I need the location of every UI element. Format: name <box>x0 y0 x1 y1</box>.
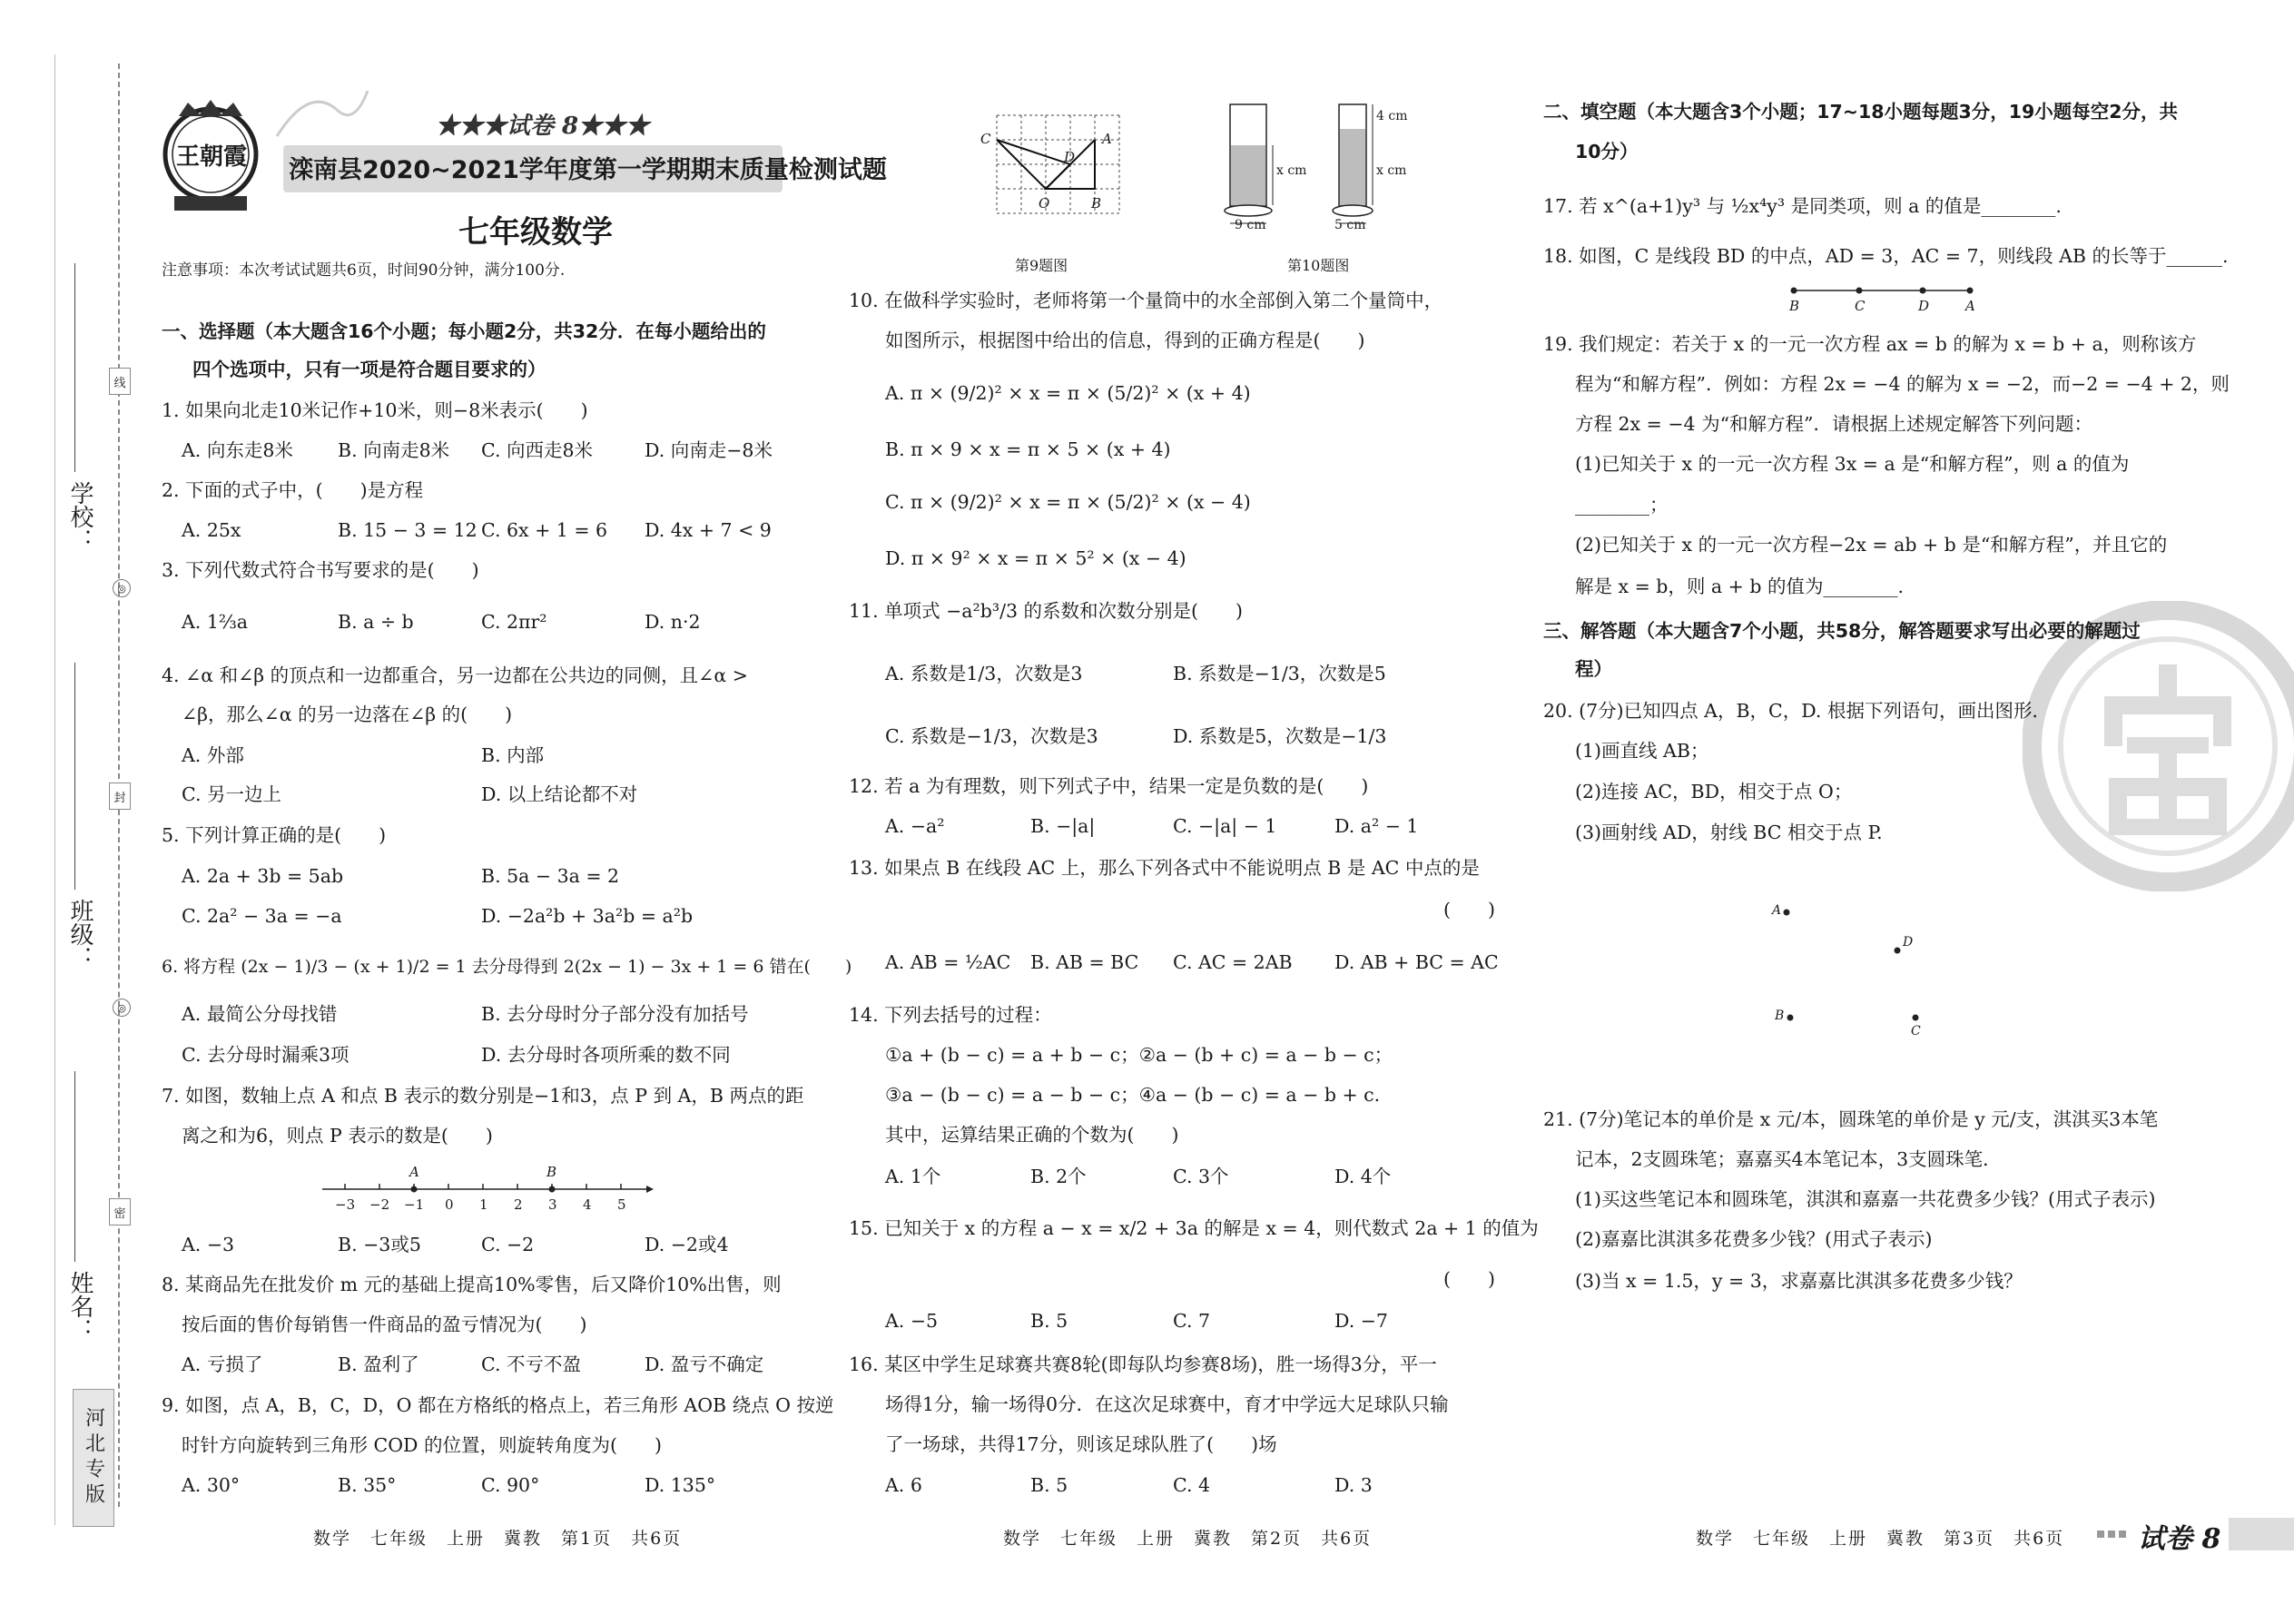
q21-part3: (3)当 x = 1.5，y = 3，求嘉嘉比淇淇多花费多少钱？ <box>1575 1270 2023 1292</box>
fig10-label-4cm: 4 cm <box>1376 109 1408 123</box>
q18-point-d: D <box>1918 298 1930 314</box>
q3-option-a[interactable]: A. 1⅔a <box>182 611 248 633</box>
q12-option-b[interactable]: B. −|a| <box>1030 815 1096 837</box>
q20-point-a: A <box>1772 903 1782 918</box>
seal-mark-line: 线 <box>109 368 131 395</box>
q16-stem-cont2: 了一场球，共得17分，则该足球队胜了( )场 <box>885 1433 1277 1455</box>
q10-option-d[interactable]: D. π × 9² × x = π × 5² × (x − 4) <box>885 547 1186 569</box>
q14-option-d[interactable]: D. 4个 <box>1334 1166 1392 1187</box>
q5-stem: 5. 下列计算正确的是( ) <box>162 824 387 846</box>
edition-text: 河北专版 <box>82 1407 105 1509</box>
q18-segment <box>1787 281 1977 318</box>
q12-stem: 12. 若 a 为有理数，则下列式子中，结果一定是负数的是( ) <box>849 775 1369 797</box>
q21-part1: (1)买这些笔记本和圆珠笔，淇淇和嘉嘉一共花费多少钱？(用式子表示) <box>1575 1188 2156 1210</box>
q8-stem: 8. 某商品先在批发价 m 元的基础上提高10%零售，后又降价10%出售，则 <box>162 1274 782 1295</box>
q4-stem-cont: ∠β，那么∠α 的另一边落在∠β 的( ) <box>182 704 513 725</box>
q20-part1: (1)画直线 AB； <box>1575 740 1709 762</box>
numline-tick: 2 <box>514 1196 523 1213</box>
q2-option-b[interactable]: B. 15 − 3 = 12 <box>338 519 478 541</box>
q9-stem-cont: 时针方向旋转到三角形 COD 的位置，则旋转角度为( ) <box>182 1434 662 1456</box>
q9-stem: 9. 如图，点 A，B，C，D，O 都在方格纸的格点上，若三角形 AOB 绕点 O 按逆 <box>162 1394 834 1416</box>
school-blank[interactable] <box>74 263 75 472</box>
q7-option-d[interactable]: D. −2或4 <box>645 1234 729 1255</box>
q14-option-a[interactable]: A. 1个 <box>885 1166 941 1187</box>
q6-option-c[interactable]: C. 去分母时漏乘3项 <box>182 1044 350 1066</box>
q11-option-a[interactable]: A. 系数是1/3，次数是3 <box>885 663 1083 684</box>
q4-option-b[interactable]: B. 内部 <box>481 744 545 766</box>
q1-option-d[interactable]: D. 向南走−8米 <box>645 439 773 461</box>
name-label: 姓名： <box>66 1271 94 1342</box>
class-label: 班级： <box>66 899 94 969</box>
q16-option-a[interactable]: A. 6 <box>885 1474 922 1496</box>
q20-point-b: B <box>1775 1009 1785 1023</box>
edition-tag <box>73 1389 114 1527</box>
q15-paren: ( ) <box>1443 1268 1495 1290</box>
q6-stem: 6. 将方程 (2x − 1)/3 − (x + 1)/2 = 1 去分母得到 2(2x − 1) − 3x + 1 = 6 错在( ) <box>162 957 852 977</box>
fig9-label-o: O <box>1039 195 1050 212</box>
numline-tick: −2 <box>369 1196 390 1213</box>
q2-option-d[interactable]: D. 4x + 7 < 9 <box>645 519 772 541</box>
q12-option-c[interactable]: C. −|a| − 1 <box>1173 815 1277 837</box>
fig10-label-9cm: 9 cm <box>1235 218 1266 232</box>
q1-option-b[interactable]: B. 向南走8米 <box>338 439 450 461</box>
numline-tick: 1 <box>479 1196 488 1213</box>
section2-heading: 二、填空题（本大题含3个小题；17~18小题每题3分，19小题每空2分，共 <box>1543 101 2179 123</box>
paper-tag: 试卷 8 <box>2138 1523 2221 1555</box>
q7-number-line <box>318 1166 654 1220</box>
ribbon-decoration <box>272 82 372 145</box>
q4-stem: 4. ∠α 和∠β 的顶点和一边都重合，另一边都在公共边的同侧，且∠α > <box>162 664 748 686</box>
q9-option-a[interactable]: A. 30° <box>182 1474 241 1496</box>
q13-paren: ( ) <box>1443 899 1495 920</box>
class-blank[interactable] <box>74 663 75 890</box>
numline-label-b: B <box>546 1164 557 1180</box>
q19-line3: 方程 2x = −4 为“和解方程”．请根据上述规定解答下列问题： <box>1575 413 2093 435</box>
q11-option-c[interactable]: C. 系数是−1/3，次数是3 <box>885 725 1098 747</box>
q4-option-a[interactable]: A. 外部 <box>182 744 244 766</box>
q15-option-b[interactable]: B. 5 <box>1030 1310 1068 1332</box>
q21-part2: (2)嘉嘉比淇淇多花费多少钱？(用式子表示) <box>1575 1228 1933 1250</box>
q8-stem-cont: 按后面的售价每销售一件商品的盈亏情况为( ) <box>182 1314 587 1335</box>
q21-stem: 21. (7分)笔记本的单价是 x 元/本，圆珠笔的单价是 y 元/支，淇淇买3本笔 <box>1543 1108 2159 1130</box>
binding-strip <box>54 54 56 1525</box>
q20-point-c: C <box>1911 1024 1921 1038</box>
q13-option-b[interactable]: B. AB = BC <box>1030 951 1139 973</box>
section3-heading: 三、解答题（本大题含7个小题，共58分，解答题要求写出必要的解题过 <box>1543 620 2141 642</box>
q9-option-b[interactable]: B. 35° <box>338 1474 397 1496</box>
page3-footer: 数学 七年级 上册 冀教 第3页 共6页 <box>1696 1529 2065 1549</box>
section2-heading-cont: 10分） <box>1575 141 1639 162</box>
q3-option-b[interactable]: B. a ÷ b <box>338 611 414 633</box>
q2-stem: 2. 下面的式子中，( )是方程 <box>162 479 424 501</box>
q18-point-a: A <box>1965 298 1975 314</box>
q11-option-d[interactable]: D. 系数是5，次数是−1/3 <box>1173 725 1387 747</box>
paper-tag-bar <box>2229 1518 2294 1550</box>
fig10-label-5cm: 5 cm <box>1334 218 1366 232</box>
q3-option-c[interactable]: C. 2πr² <box>481 611 547 633</box>
brand-name: 王朝霞 <box>176 143 248 171</box>
q20-part2: (2)连接 AC，BD，相交于点 O； <box>1575 781 1853 802</box>
q12-option-d[interactable]: D. a² − 1 <box>1334 815 1419 837</box>
q15-option-d[interactable]: D. −7 <box>1334 1310 1388 1332</box>
q14-option-b[interactable]: B. 2个 <box>1030 1166 1087 1187</box>
q7-stem: 7. 如图，数轴上点 A 和点 B 表示的数分别是−1和3，点 P 到 A，B 两点的距 <box>162 1085 804 1107</box>
fig9-grid <box>980 111 1124 218</box>
q6-option-d[interactable]: D. 去分母时各项所乘的数不同 <box>481 1044 731 1066</box>
q12-option-a[interactable]: A. −a² <box>885 815 945 837</box>
q1-option-a[interactable]: A. 向东走8米 <box>182 439 293 461</box>
section3-heading-cont: 程） <box>1575 658 1612 680</box>
q14-option-c[interactable]: C. 3个 <box>1173 1166 1229 1187</box>
q3-stem: 3. 下列代数式符合书写要求的是( ) <box>162 559 479 581</box>
fig9-caption: 第9题图 <box>1015 257 1068 274</box>
q18-point-b: B <box>1789 298 1800 314</box>
series-title: ★★★试卷 8★★★ <box>436 113 650 140</box>
q13-option-d[interactable]: D. AB + BC = AC <box>1334 951 1499 973</box>
q11-option-b[interactable]: B. 系数是−1/3，次数是5 <box>1173 663 1386 684</box>
q8-option-c[interactable]: C. 不亏不盈 <box>481 1353 581 1375</box>
q7-option-c[interactable]: C. −2 <box>481 1234 535 1255</box>
q5-option-a[interactable]: A. 2a + 3b = 5ab <box>182 865 344 887</box>
seal-mark-secret: 密 <box>109 1198 131 1225</box>
q15-stem: 15. 已知关于 x 的方程 a − x = x/2 + 3a 的解是 x = 4，则代数式 2a + 1 的值为 <box>849 1217 1539 1239</box>
q16-option-c[interactable]: C. 4 <box>1173 1474 1211 1496</box>
fig9-label-d: D <box>1064 149 1076 165</box>
q5-option-b[interactable]: B. 5a − 3a = 2 <box>481 865 620 887</box>
numline-tick: 4 <box>583 1196 592 1213</box>
q13-option-c[interactable]: C. AC = 2AB <box>1173 951 1293 973</box>
numline-tick: 3 <box>548 1196 557 1213</box>
q2-option-a[interactable]: A. 25x <box>182 519 241 541</box>
fig10-label-x2: x cm <box>1376 163 1407 178</box>
exam-title: 滦南县2020~2021学年度第一学期期末质量检测试题 <box>289 156 887 184</box>
q15-option-a[interactable]: A. −5 <box>885 1310 939 1332</box>
numline-tick: 0 <box>445 1196 454 1213</box>
q1-stem: 1. 如果向北走10米记作+10米，则−8米表示( ) <box>162 399 588 421</box>
q14-line3: ③a − (b − c) = a − b − c；④a − (b − c) = a − b + c. <box>885 1084 1381 1106</box>
fig9-label-c: C <box>980 131 991 147</box>
fig10-label-x1: x cm <box>1276 163 1307 178</box>
q1-option-c[interactable]: C. 向西走8米 <box>481 439 594 461</box>
q20-stem: 20. (7分)已知四点 A，B，C，D. 根据下列语句，画出图形． <box>1543 700 2051 722</box>
q19-part1-blank[interactable]: ________； <box>1575 494 1669 516</box>
q10-option-a[interactable]: A. π × (9/2)² × x = π × (5/2)² × (x + 4) <box>885 382 1251 404</box>
q10-option-c[interactable]: C. π × (9/2)² × x = π × (5/2)² × (x − 4) <box>885 491 1251 513</box>
q19-part2-cont: 解是 x = b，则 a + b 的值为________. <box>1575 576 1905 597</box>
q11-stem: 11. 单项式 −a²b³/3 的系数和次数分别是( ) <box>849 600 1244 622</box>
q20-point-d: D <box>1903 935 1914 950</box>
q20-part3: (3)画射线 AD，射线 BC 相交于点 P. <box>1575 822 1883 843</box>
q14-line2: ①a + (b − c) = a + b − c；②a − (b + c) = a − b − c； <box>885 1044 1393 1066</box>
numline-label-a: A <box>409 1164 419 1180</box>
q10-stem-cont: 如图所示，根据图中给出的信息，得到的正确方程是( ) <box>885 330 1365 351</box>
q14-stem: 14. 下列去括号的过程： <box>849 1004 1052 1026</box>
q7-option-a[interactable]: A. −3 <box>182 1234 235 1255</box>
brand-logo <box>156 98 265 216</box>
q13-stem: 13. 如果点 B 在线段 AC 上，那么下列各式中不能说明点 B 是 AC 中点的是 <box>849 857 1480 879</box>
name-blank[interactable] <box>74 1071 75 1262</box>
numline-tick: 5 <box>617 1196 626 1213</box>
q16-stem: 16. 某区中学生足球赛共赛8轮(即每队均参赛8场)，胜一场得3分，平一 <box>849 1353 1437 1375</box>
q16-option-b[interactable]: B. 5 <box>1030 1474 1068 1496</box>
binding-hole-icon: ◎ <box>113 579 131 597</box>
q10-stem: 10. 在做科学实验时，老师将第一个量筒中的水全部倒入第二个量筒中， <box>849 290 1443 311</box>
binding-hole-icon: ◎ <box>113 999 131 1017</box>
numline-tick: −1 <box>404 1196 425 1213</box>
q21-stem-cont: 记本，2支圆珠笔；嘉嘉买4本笔记本，3支圆珠笔． <box>1575 1148 2002 1170</box>
q20-points <box>1770 903 1934 1039</box>
q19-line2: 程为“和解方程”．例如：方程 2x = −4 的解为 x = −2，而−2 = −4 + 2，则 <box>1575 373 2230 395</box>
q15-option-c[interactable]: C. 7 <box>1173 1310 1211 1332</box>
q4-option-d[interactable]: D. 以上结论都不对 <box>481 783 638 805</box>
q18-stem: 18. 如图，C 是线段 BD 的中点，AD = 3，AC = 7，则线段 AB 的长等于______. <box>1543 245 2229 267</box>
q2-option-c[interactable]: C. 6x + 1 = 6 <box>481 519 608 541</box>
q19-part2: (2)已知关于 x 的一元一次方程−2x = ab + b 是“和解方程”，并且它的 <box>1575 534 2168 556</box>
q16-stem-cont: 场得1分，输一场得0分．在这次足球赛中，育才中学远大足球队只输 <box>885 1393 1449 1415</box>
fig9-label-b: B <box>1091 195 1102 212</box>
exam-notice: 注意事项：本次考试试题共6页，时间90分钟，满分100分. <box>162 261 566 280</box>
section1-heading-cont: 四个选项中，只有一项是符合题目要求的） <box>192 359 546 380</box>
q7-option-b[interactable]: B. −3或5 <box>338 1234 421 1255</box>
q8-option-b[interactable]: B. 盈利了 <box>338 1353 419 1375</box>
q17-stem: 17. 若 x^(a+1)y³ 与 ½x⁴y³ 是同类项，则 a 的值是________. <box>1543 195 2062 217</box>
page1-footer: 数学 七年级 上册 冀教 第1页 共6页 <box>313 1529 683 1549</box>
q9-option-d[interactable]: D. 135° <box>645 1474 716 1496</box>
subject-title: 七年级数学 <box>458 214 613 251</box>
q5-option-d[interactable]: D. −2a²b + 3a²b = a²b <box>481 905 694 927</box>
q13-option-a[interactable]: A. AB = ½AC <box>885 951 1011 973</box>
fig10-caption: 第10题图 <box>1287 257 1350 274</box>
q6-option-b[interactable]: B. 去分母时分子部分没有加括号 <box>481 1003 749 1025</box>
school-label: 学校： <box>66 481 94 552</box>
q16-option-d[interactable]: D. 3 <box>1334 1474 1373 1496</box>
q5-option-c[interactable]: C. 2a² − 3a = −a <box>182 905 342 927</box>
q4-option-c[interactable]: C. 另一边上 <box>182 783 281 805</box>
q14-line4: 其中，运算结果正确的个数为( ) <box>885 1124 1179 1146</box>
q19-stem: 19. 我们规定：若关于 x 的一元一次方程 ax = b 的解为 x = b + a，则称该方 <box>1543 333 2197 355</box>
paper-tag-decoration <box>2097 1527 2130 1541</box>
q9-option-c[interactable]: C. 90° <box>481 1474 540 1496</box>
numline-tick: −3 <box>335 1196 356 1213</box>
q3-option-d[interactable]: D. n·2 <box>645 611 701 633</box>
q8-option-d[interactable]: D. 盈亏不确定 <box>645 1353 764 1375</box>
q19-part1: (1)已知关于 x 的一元一次方程 3x = a 是“和解方程”，则 a 的值为 <box>1575 453 2130 475</box>
page2-footer: 数学 七年级 上册 冀教 第2页 共6页 <box>1003 1529 1373 1549</box>
section1-heading: 一、选择题（本大题含16个小题；每小题2分，共32分．在每小题给出的 <box>162 320 766 342</box>
q18-point-c: C <box>1855 298 1866 314</box>
fig10-cylinders <box>1216 100 1434 236</box>
q7-stem-cont: 离之和为6，则点 P 表示的数是( ) <box>182 1125 493 1147</box>
q10-option-b[interactable]: B. π × 9 × x = π × 5 × (x + 4) <box>885 438 1171 460</box>
seal-mark-seal: 封 <box>109 782 131 810</box>
q6-option-a[interactable]: A. 最简公分母找错 <box>182 1003 338 1025</box>
q8-option-a[interactable]: A. 亏损了 <box>182 1353 263 1375</box>
fig9-label-a: A <box>1102 131 1112 147</box>
